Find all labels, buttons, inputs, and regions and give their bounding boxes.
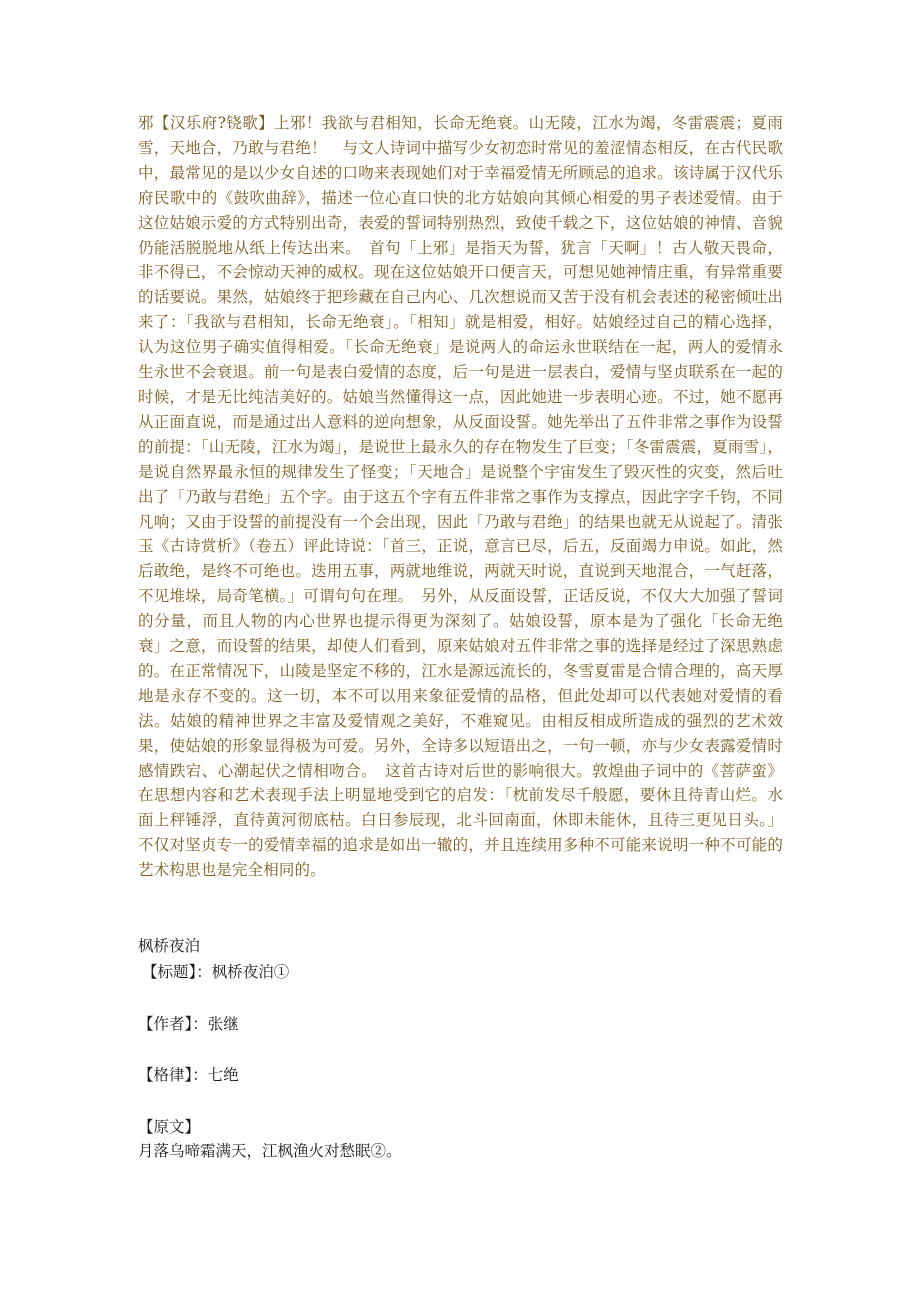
essay-paragraph: 邪【汉乐府?铙歌】上邪！我欲与君相知，长命无绝衰。山无陵，江水为竭，冬雷震震；夏雨雪，天地合，乃敢与君绝！ 与文人诗词中描写少女初恋时常见的羞涩情态相反，在古代民歌中，最常见的是以少女自述的口吻来表现她们对于幸福爱情无所顾忌的追求。该诗属于汉代乐府民歌中的《鼓吹曲辞》，描述一位心直口快的北方姑娘向其倾心相爱的男子表述爱情。由于这位姑娘示爱的方式特别出奇，表爱的誓词特别热烈，致使千载之下，这位姑娘的神情、音貌仍能活脱脱地从纸上传达出来。 首句「上邪」是指天为誓，犹言「天啊」！古人敬天畏命，非不得已，不会惊动天神的威权。现在这位姑娘开口便言天，可想见她神情庄重，有异常重要的话要说。果然，姑娘终于把珍藏在自己内心、几次想说而又苦于没有机会表述的秘密倾吐出来了：「我欲与君相知，长命无绝衰」。「相知」就是相爱，相好。姑娘经过自己的精心选择，认为这位男子确实值得相爱。「长命无绝衰」是说两人的命运永世联结在一起，两人的爱情永生永世不会衰退。前一句是表白爱情的态度，后一句是进一层表白，爱情与坚贞联系在一起的时候，才是无比纯洁美好的。姑娘当然懂得这一点，因此她进一步表明心迹。不过，她不愿再从正面直说，而是通过出人意料的逆向想象，从反面设誓。她先举出了五件非常之事作为设誓的前提：「山无陵，江水为竭」，是说世上最永久的存在物发生了巨变；「冬雷震震，夏雨雪」，是说自然界最永恒的规律发生了怪变；「天地合」是说整个宇宙发生了毁灭性的灾变，然后吐出了「乃敢与君绝」五个字。由于这五个字有五件非常之事作为支撑点，因此字字千钧，不同凡响；又由于设誓的前提没有一个会出现，因此「乃敢与君绝」的结果也就无从说起了。清张玉《古诗赏析》（卷五）评此诗说：「首三，正说，意言已尽，后五，反面竭力申说。如此，然后敢绝，是终不可绝也。迭用五事，两就地维说，两就天时说，直说到天地混合，一气赶落，不见堆垛，局奇笔横。」可谓句句在理。 另外，从反面设誓，正话反说，不仅大大加强了誓词的分量，而且人物的内心世界也提示得更为深刻了。姑娘设誓，原本是为了强化「长命无绝衰」之意，而设誓的结果，却使人们看到，原来姑娘对五件非常之事的选择是经过了深思熟虑的。在正常情况下，山陵是坚定不移的，江水是源远流长的，冬雪夏雷是合情合理的，高天厚地是永存不变的。这一切，本不可以用来象征爱情的品格，但此处却可以代表她对爱情的看法。姑娘的精神世界之丰富及爱情观之美好，不难窥见。由相反相成所造成的强烈的艺术效果，使姑娘的形象显得极为可爱。另外，全诗多以短语出之，一句一顿，亦与少女表露爱情时感情跌宕、心潮起伏之情相吻合。 这首古诗对后世的影响很大。敦煌曲子词中的《菩萨蛮》在思想内容和艺术表现手法上明显地受到它的启发：「枕前发尽千般愿，要休且待青山烂。水面上秤锤浮，直待黄河彻底枯。白日参辰现，北斗回南面，休即未能休，且待三更见日头。」不仅对坚贞专一的爱情幸福的追求是如出一辙的，并且连续用多种不可能来说明一种不可能的艺术构思也是完全相同的。	[138, 114, 783, 880]
poem-original-heading: 【原文】	[138, 1118, 201, 1136]
poem-title-field: 【标题】：枫桥夜泊①	[142, 963, 290, 981]
poem-section-title: 枫桥夜泊	[138, 937, 201, 955]
poem-original-line: 月落乌啼霜满天，江枫渔火对愁眠②。	[138, 1142, 402, 1160]
poem-meter-field: 【格律】：七绝	[138, 1066, 239, 1084]
poem-author-field: 【作者】：张继	[138, 1015, 239, 1033]
